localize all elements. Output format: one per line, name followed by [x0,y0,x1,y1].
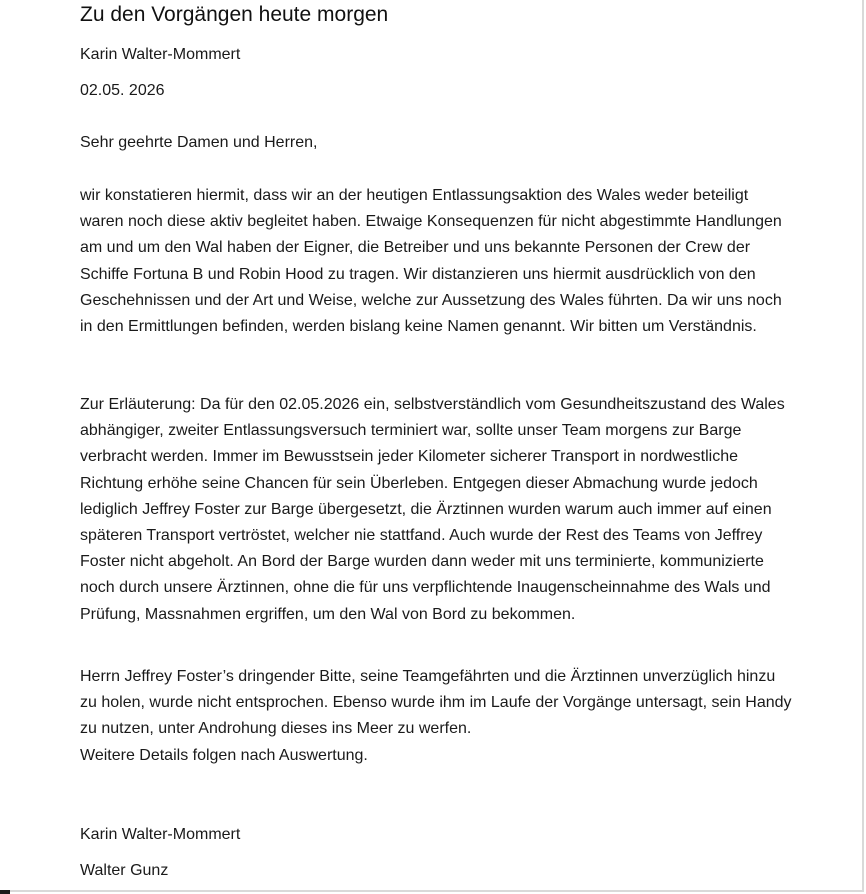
signature-2: Walter Gunz [80,862,169,879]
author-name: Karin Walter-Mommert [80,46,241,63]
document-title: Zu den Vorgängen heute morgen [80,3,389,26]
document-date: 02.05. 2026 [80,82,165,99]
body-paragraph-2: Zur Erläuterung: Da für den 02.05.2026 ein, selbstverständlich vom Gesundheitszustand des Wales abhängiger, zweiter Entlassungsversuch terminiert war, sollte unser Team morgens zur Barge verbracht werden. Immer im Bewusstsein jeder Kilometer sicherer Transport in nordwestliche Richtung erhöhe seine Chancen für sein Überleben. Entgegen dieser Abmachung wurde jedoch lediglich Jeffrey Foster zur Barge übergesetzt, die Ärztinnen wurden warum auch immer auf einen späteren Transport vertröstet, welcher nie stattfand. Auch wurde der Rest des Teams von Jeffrey Foster nicht abgeholt. An Bord der Barge wurden dann weder mit uns terminierte, kommunizierte noch durch unsere Ärztinnen, ohne die für uns verpflichtende Inaugenscheinnahme des Wals und Prüfung, Massnahmen ergriffen, um den Wal von Bord zu bekommen. [80,396,785,623]
salutation: Sehr geehrte Damen und Herren, [80,134,318,151]
body-paragraph-3: Herrn Jeffrey Foster’s dringender Bitte, seine Teamgefährten und die Ärztinnen unverzüglich hinzu zu holen, wurde nicht entsprochen. Ebenso wurde ihm im Laufe der Vorgänge untersagt, sein Handy zu nutzen, unter Androhung dieses ins Meer zu werfen. [80,668,792,737]
body-paragraph-4: Weitere Details folgen nach Auswertung. [80,747,368,764]
body-paragraph-1: wir konstatieren hiermit, dass wir an der heutigen Entlassungsaktion des Wales weder beteiligt waren noch diese aktiv begleitet haben. Etwaige Konsequenzen für nicht abgestimmte Handlungen am und um den Wal haben der Eigner, die Betreiber und uns bekannte Personen der Crew der Schiffe Fortuna B und Robin Hood zu tragen. Wir distanzieren uns hiermit ausdrücklich von den Geschehnissen und der Art und Weise, welche zur Aussetzung des Wales führten. Da wir uns noch in den Ermittlungen befinden, werden bislang keine Namen genannt. Wir bitten um Verständnis. [80,187,782,336]
page-corner-mark [0,890,10,894]
signature-1: Karin Walter-Mommert [80,826,241,843]
